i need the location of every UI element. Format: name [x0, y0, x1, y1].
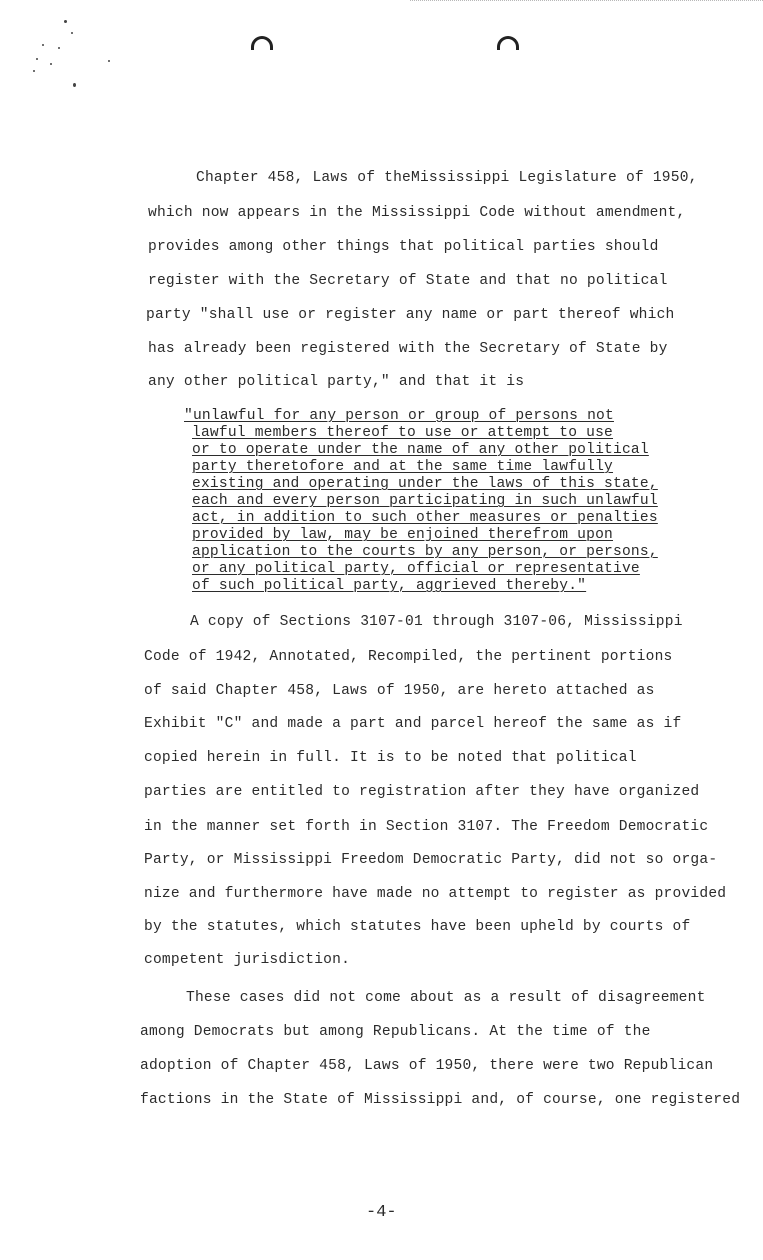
- paragraph-2-line: Party, or Mississippi Freedom Democratic Party, did not so orga-: [144, 852, 718, 868]
- paragraph-2-line: in the manner set forth in Section 3107. The Freedom Democratic: [144, 819, 709, 835]
- paragraph-1-line: register with the Secretary of State and that no political: [148, 273, 668, 289]
- speck-mark: [33, 70, 35, 72]
- punch-hole-left-icon: [251, 36, 273, 50]
- page-number: -4-: [366, 1203, 397, 1222]
- speck-mark: [42, 44, 44, 46]
- quotation-line: lawful members thereof to use or attempt to use: [192, 425, 614, 441]
- paragraph-1-line: which now appears in the Mississippi Code without amendment,: [148, 205, 686, 221]
- paragraph-3-line: adoption of Chapter 458, Laws of 1950, there were two Republican: [140, 1058, 714, 1074]
- speck-mark: [58, 47, 60, 49]
- quotation-line: or to operate under the name of any other political: [192, 442, 649, 458]
- paragraph-1-line: Chapter 458, Laws of theMississippi Legislature of 1950,: [196, 170, 698, 186]
- paragraph-2-line: nize and furthermore have made no attempt to register as provided: [144, 886, 727, 902]
- paragraph-1-line: party "shall use or register any name or part thereof which: [146, 307, 675, 323]
- paragraph-1-line: has already been registered with the Secretary of State by: [148, 341, 668, 357]
- speck-mark: [64, 20, 67, 23]
- speck-mark: [71, 32, 73, 34]
- paragraph-2-line: Exhibit "C" and made a part and parcel hereof the same as if: [144, 716, 682, 732]
- quotation-line: "unlawful for any person or group of persons not: [184, 408, 614, 424]
- speck-mark: [73, 83, 76, 87]
- paragraph-3-line: among Democrats but among Republicans. At the time of the: [140, 1024, 651, 1040]
- paragraph-2-line: Code of 1942, Annotated, Recompiled, the pertinent portions: [144, 649, 673, 665]
- paragraph-2-line: A copy of Sections 3107-01 through 3107-06, Mississippi: [190, 614, 683, 630]
- quotation-line: application to the courts by any person, or persons,: [192, 544, 658, 560]
- quotation-line: of such political party, aggrieved thereby.": [192, 578, 587, 594]
- top-edge-dotted-line: [410, 0, 763, 4]
- quotation-line: party theretofore and at the same time lawfully: [192, 459, 614, 475]
- speck-mark: [108, 60, 110, 62]
- speck-mark: [50, 63, 52, 65]
- paragraph-2-line: of said Chapter 458, Laws of 1950, are hereto attached as: [144, 683, 655, 699]
- paragraph-1-line: any other political party," and that it is: [148, 374, 525, 390]
- quotation-line: existing and operating under the laws of this state,: [192, 476, 658, 492]
- quotation-line: or any political party, official or representative: [192, 561, 640, 577]
- paragraph-2-line: copied herein in full. It is to be noted that political: [144, 750, 637, 766]
- paragraph-3-line: factions in the State of Mississippi and, of course, one registered: [140, 1092, 741, 1108]
- paragraph-3-line: These cases did not come about as a result of disagreement: [186, 990, 706, 1006]
- paragraph-2-line: parties are entitled to registration after they have organized: [144, 784, 700, 800]
- quotation-line: each and every person participating in such unlawful: [192, 493, 658, 509]
- paragraph-2-line: competent jurisdiction.: [144, 952, 351, 968]
- paragraph-2-line: by the statutes, which statutes have been upheld by courts of: [144, 919, 691, 935]
- paragraph-1-line: provides among other things that political parties should: [148, 239, 659, 255]
- quotation-line: act, in addition to such other measures or penalties: [192, 510, 658, 526]
- quotation-line: provided by law, may be enjoined therefrom upon: [192, 527, 614, 543]
- speck-mark: [36, 58, 38, 60]
- punch-hole-right-icon: [497, 36, 519, 50]
